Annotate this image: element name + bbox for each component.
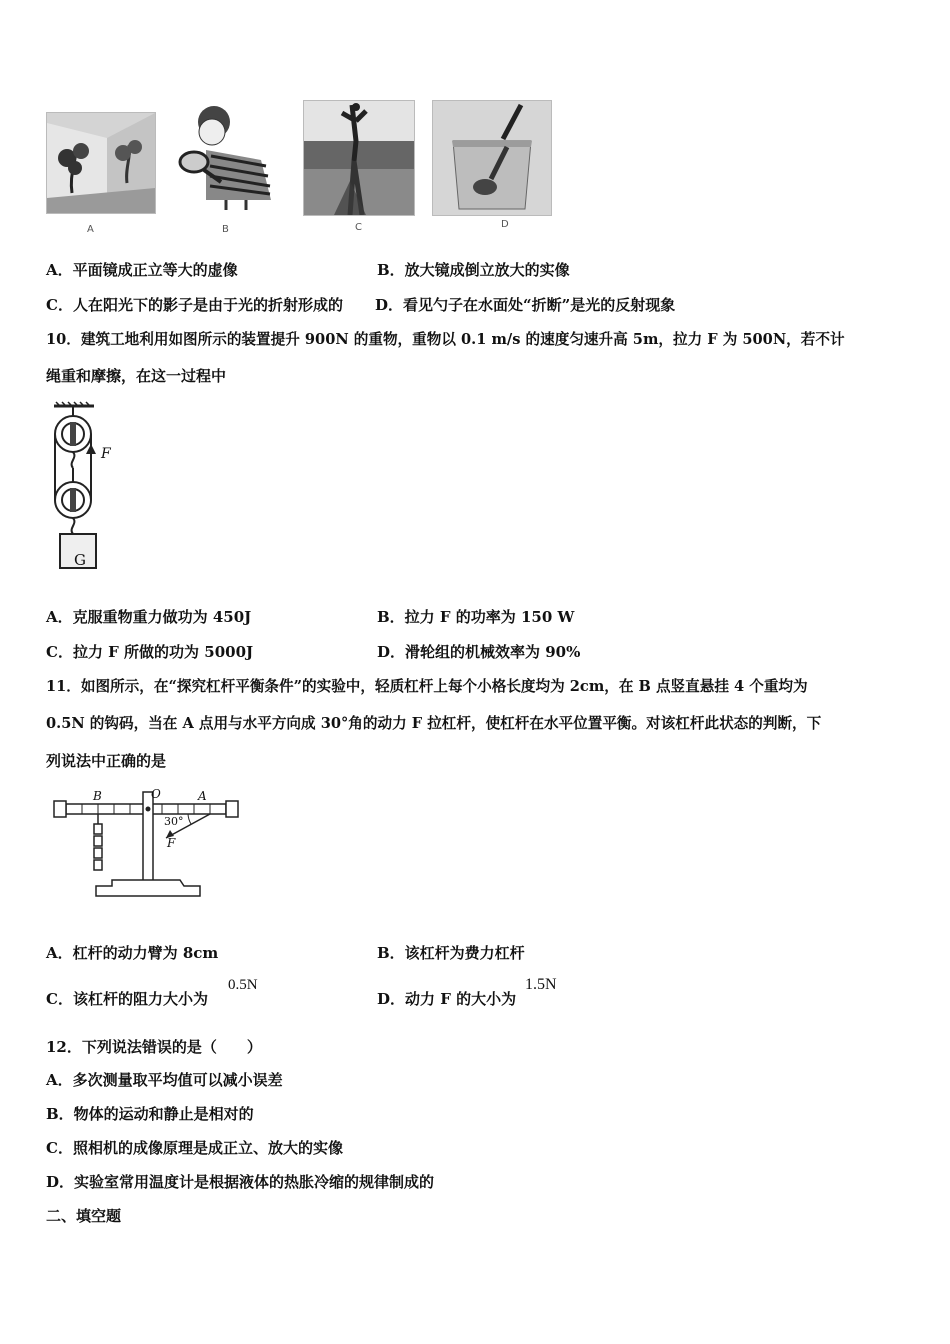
q10-option-a: A．克服重物重力做功为 450J (46, 608, 252, 626)
lever-label-b: B (93, 789, 102, 803)
pulley-force-label: F (101, 446, 111, 462)
pulley-weight-label: G (74, 551, 86, 569)
photo-label-d: D (501, 219, 509, 230)
q11-option-c: C．该杠杆的阻力大小为 (46, 990, 208, 1008)
q12-option-a: A．多次测量取平均值可以减小误差 (46, 1071, 283, 1089)
lever-force-label: F (167, 836, 176, 850)
photo-label-b: B (222, 224, 229, 235)
q11-option-c-value: 0.5N (228, 977, 258, 993)
q12-option-d: D．实验室常用温度计是根据液体的热胀冷缩的规律制成的 (46, 1173, 435, 1191)
q12-option-c: C．照相机的成像原理是成正立、放大的实像 (46, 1139, 343, 1157)
photo-d-spoon (432, 100, 552, 216)
q10-stem-line1: 10．建筑工地利用如图所示的装置提升 900N 的重物，重物以 0.1 m/s 的速度匀速升高 5m，拉力 F 为 500N，若不计 (46, 331, 845, 348)
q10-option-b: B．拉力 F 的功率为 150 W (377, 608, 575, 626)
q10-stem-line2: 绳重和摩擦，在这一过程中 (46, 367, 227, 385)
photo-label-a: A (87, 224, 94, 235)
q12-stem: 12．下列说法错误的是（ ） (46, 1038, 262, 1056)
lever-figure (50, 784, 250, 910)
section-fill-blank-title: 二、填空题 (46, 1207, 122, 1225)
q11-option-d-value: 1.5N (525, 976, 557, 993)
q10-option-c: C．拉力 F 所做的功为 5000J (46, 643, 254, 661)
lever-angle-label: 30° (164, 815, 184, 828)
q12-option-b: B．物体的运动和静止是相对的 (46, 1105, 254, 1123)
q11-stem-line3: 列说法中正确的是 (46, 752, 167, 770)
photo-b-magnifier (166, 100, 278, 212)
q11-option-b: B．该杠杆为费力杠杆 (377, 944, 525, 962)
q11-stem-line1: 11．如图所示，在“探究杠杆平衡条件”的实验中，轻质杠杆上每个小格长度均为 2cm，在 B 点竖直悬挂 4 个重均为 (46, 678, 808, 695)
photo-c-shadow (303, 100, 415, 216)
q9-option-d: D．看见勺子在水面处“折断”是光的反射现象 (375, 296, 676, 314)
photo-a-mirror (46, 112, 156, 214)
lever-label-a: A (198, 789, 207, 803)
q9-option-a: A．平面镜成正立等大的虚像 (46, 261, 238, 279)
q11-stem-line2: 0.5N 的钩码，当在 A 点用与水平方向成 30°角的动力 F 拉杠杆，使杠杆在水平位置平衡。对该杠杆此状态的判断，下 (46, 715, 822, 732)
q11-option-d: D．动力 F 的大小为 (377, 990, 517, 1008)
lever-label-o: O (151, 787, 161, 801)
q9-option-c: C．人在阳光下的影子是由于光的折射形成的 (46, 296, 343, 314)
q10-option-d: D．滑轮组的机械效率为 90% (377, 643, 581, 661)
q11-option-a: A．杠杆的动力臂为 8cm (46, 944, 219, 962)
pulley-figure (40, 398, 130, 576)
photo-label-c: C (355, 222, 362, 233)
q9-option-b: B．放大镜成倒立放大的实像 (377, 261, 570, 279)
